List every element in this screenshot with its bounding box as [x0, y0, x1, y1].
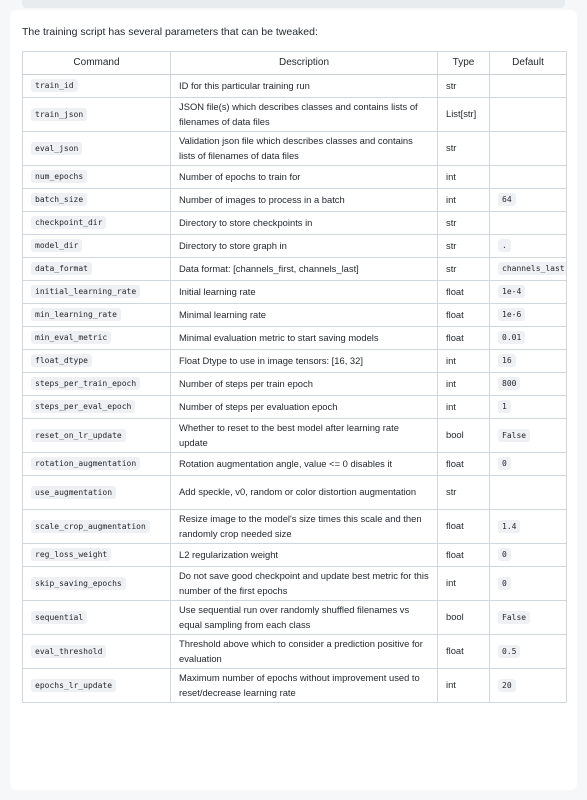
intro-paragraph: The training script has several parameters that can be tweaked: [22, 26, 318, 38]
command-code: min_learning_rate [31, 308, 121, 321]
command-code: rotation_augmentation [31, 457, 140, 470]
command-code: checkpoint_dir [31, 216, 106, 229]
table-row [23, 304, 567, 327]
table-row [23, 453, 567, 476]
default-code: 0 [498, 457, 511, 470]
table-row [23, 510, 567, 544]
description-cell: Do not save good checkpoint and update best metric for this number of the first epochs [171, 567, 438, 601]
type-cell: str [438, 476, 490, 510]
header-default: Default [490, 52, 567, 75]
description-cell: ID for this particular training run [171, 75, 438, 98]
table-row [23, 327, 567, 350]
table-row [23, 235, 567, 258]
type-cell: float [438, 304, 490, 327]
description-cell: Minimal evaluation metric to start saving models [171, 327, 438, 350]
description-cell: Resize image to the model's size times this scale and then randomly crop needed size [171, 510, 438, 544]
type-cell: int [438, 669, 490, 703]
type-cell: float [438, 453, 490, 476]
table-row [23, 258, 567, 281]
description-cell: Float Dtype to use in image tensors: [16, 32] [171, 350, 438, 373]
command-code: use_augmentation [31, 486, 116, 499]
default-code: 800 [498, 377, 520, 390]
command-code: train_json [31, 108, 87, 121]
description-cell: Directory to store checkpoints in [171, 212, 438, 235]
table-row [23, 396, 567, 419]
command-code: skip_saving_epochs [31, 577, 126, 590]
description-cell: Number of steps per train epoch [171, 373, 438, 396]
command-code: batch_size [31, 193, 87, 206]
table-row [23, 669, 567, 703]
command-code: sequential [31, 611, 87, 624]
command-code: train_id [31, 79, 78, 92]
default-code: False [498, 429, 530, 442]
description-cell: Number of epochs to train for [171, 166, 438, 189]
table-row [23, 544, 567, 567]
type-cell: str [438, 235, 490, 258]
command-code: eval_threshold [31, 645, 106, 658]
table-row [23, 567, 567, 601]
type-cell: int [438, 166, 490, 189]
type-cell: float [438, 510, 490, 544]
description-cell: Maximum number of epochs without improvement used to reset/decrease learning rate [171, 669, 438, 703]
type-cell: int [438, 396, 490, 419]
default-code: 1e-4 [498, 285, 525, 298]
table-row [23, 350, 567, 373]
type-cell: str [438, 132, 490, 166]
default-code: 1e-6 [498, 308, 525, 321]
header-type: Type [438, 52, 490, 75]
type-cell: List[str] [438, 98, 490, 132]
default-code: 16 [498, 354, 516, 367]
default-code: 20 [498, 679, 516, 692]
description-cell: Minimal learning rate [171, 304, 438, 327]
default-code: channels_last [498, 262, 567, 275]
description-cell: Validation json file which describes classes and contains lists of filenames of data files [171, 132, 438, 166]
description-cell: Data format: [channels_first, channels_last] [171, 258, 438, 281]
description-cell: Add speckle, v0, random or color distortion augmentation [171, 476, 438, 510]
table-row [23, 635, 567, 669]
type-cell: bool [438, 419, 490, 453]
description-cell: Threshold above which to consider a prediction positive for evaluation [171, 635, 438, 669]
table-row [23, 132, 567, 166]
command-code: data_format [31, 262, 92, 275]
type-cell: float [438, 635, 490, 669]
type-cell: str [438, 212, 490, 235]
type-cell: float [438, 544, 490, 567]
command-code: min_eval_metric [31, 331, 111, 344]
command-code: model_dir [31, 239, 82, 252]
table-row [23, 98, 567, 132]
readme-content-card [10, 10, 577, 790]
command-code: initial_learning_rate [31, 285, 140, 298]
description-cell: Number of steps per evaluation epoch [171, 396, 438, 419]
command-code: float_dtype [31, 354, 92, 367]
type-cell: str [438, 75, 490, 98]
command-code: reset_on_lr_update [31, 429, 126, 442]
default-code: 1.4 [498, 520, 520, 533]
table-row [23, 189, 567, 212]
description-cell: Whether to reset to the best model after learning rate update [171, 419, 438, 453]
table-header-row [23, 52, 567, 75]
type-cell: int [438, 373, 490, 396]
description-cell: Rotation augmentation angle, value <= 0 disables it [171, 453, 438, 476]
default-code: 64 [498, 193, 516, 206]
type-cell: int [438, 189, 490, 212]
table-row [23, 166, 567, 189]
type-cell: float [438, 327, 490, 350]
command-code: epochs_lr_update [31, 679, 116, 692]
command-code: eval_json [31, 142, 82, 155]
header-description: Description [171, 52, 438, 75]
command-code: steps_per_train_epoch [31, 377, 140, 390]
table-row [23, 601, 567, 635]
table-row [23, 419, 567, 453]
type-cell: float [438, 281, 490, 304]
default-code: 0 [498, 577, 511, 590]
default-code: 0.5 [498, 645, 520, 658]
description-cell: L2 regularization weight [171, 544, 438, 567]
table-row [23, 212, 567, 235]
description-cell: Number of images to process in a batch [171, 189, 438, 212]
command-code: num_epochs [31, 170, 87, 183]
type-cell: str [438, 258, 490, 281]
type-cell: int [438, 350, 490, 373]
table-row [23, 281, 567, 304]
default-code: . [498, 239, 511, 252]
default-code: 1 [498, 400, 511, 413]
description-cell: Use sequential run over randomly shuffled filenames vs equal sampling from each class [171, 601, 438, 635]
table-row [23, 75, 567, 98]
type-cell: int [438, 567, 490, 601]
default-code: 0.01 [498, 331, 525, 344]
table-row [23, 476, 567, 510]
description-cell: Initial learning rate [171, 281, 438, 304]
command-code: reg_loss_weight [31, 548, 111, 561]
default-code: 0 [498, 548, 511, 561]
table-row [23, 373, 567, 396]
parameters-table [22, 51, 567, 703]
command-code: steps_per_eval_epoch [31, 400, 135, 413]
default-code: False [498, 611, 530, 624]
previous-card-edge [22, 0, 565, 8]
description-cell: JSON file(s) which describes classes and contains lists of filenames of data files [171, 98, 438, 132]
header-command: Command [23, 52, 171, 75]
description-cell: Directory to store graph in [171, 235, 438, 258]
command-code: scale_crop_augmentation [31, 520, 150, 533]
type-cell: bool [438, 601, 490, 635]
